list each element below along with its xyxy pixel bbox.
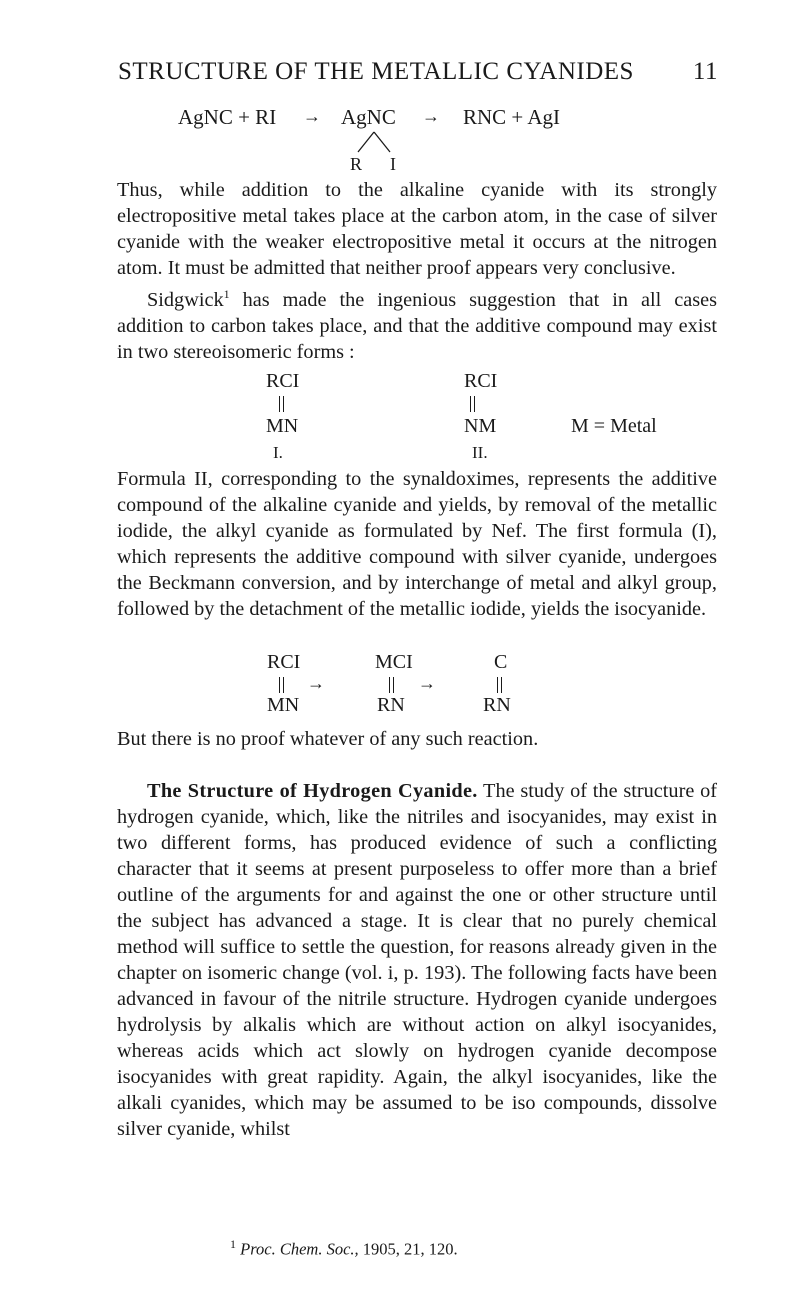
scheme1-arrow-1: → [303, 106, 321, 126]
scheme2-c-top: C [494, 651, 508, 673]
footnote-reference: 1905, 21, 120. [358, 1239, 458, 1259]
text-block-2 [117, 466, 717, 622]
footnote [230, 1237, 458, 1260]
form2-bottom: NM [464, 415, 497, 437]
paragraph-3: Formula II, corresponding to the synaldoximes, represents the additive compound of the alkaline cyanide and yields, by removal of the metallic iodide, the alkyl cyanide as formulated by Nef. The first formula (I), which represents the additive compound with silver cyanide, undergoes the Beckmann conversion, and by interchange of metal and alkyl group, followed by the detachment of the metallic iodide, yields the isocyanide. [117, 468, 717, 620]
scheme2-a-bottom: MN [267, 694, 300, 716]
form1-label: I. [273, 443, 283, 462]
paragraph-2-text: has made the ingenious suggestion that in all cases addition to carbon takes place, and that the additive compound may exist in two stereoisomeric forms : [117, 288, 717, 363]
scheme2-arrow-1: → [307, 673, 325, 693]
scheme1-reactant: AgNC + RI [178, 105, 277, 129]
text-block-3 [117, 726, 717, 752]
scheme1-product: RNC + AgI [463, 105, 561, 129]
scheme1-branch-lines [348, 130, 400, 156]
scheme1-sub-right: I [390, 154, 396, 174]
page-number: 11 [692, 58, 718, 85]
metal-legend: M = Metal [571, 415, 657, 437]
scheme2-b-bottom: RN [377, 694, 405, 716]
scheme2-b-top: MCI [375, 651, 413, 673]
paragraph-5 [117, 778, 717, 1142]
scheme2-a-double-bond [279, 677, 284, 693]
form2-top: RCI [464, 370, 498, 392]
footnote-number: 1 [230, 1237, 236, 1251]
scheme2-c-double-bond [497, 677, 502, 693]
text-block-4 [117, 778, 717, 1142]
author-name: Sidgwick [147, 288, 224, 311]
paragraph-5-text: The study of the structure of hydrogen cyanide, which, like the nitriles and isocyanides, may exist in two different forms, has produced evidence of such a conflicting character that it seems at present purposeless to offer more than a brief outline of the arguments for and against the one or other structure until the subject has advanced a stage. It is clear that no purely chemical method will suffice to settle the question, for reasons already given in the chapter on isomeric change (vol. i, p. 193). The following facts have been advanced in favour of the nitrile structure. Hydrogen cyanide undergoes hydrolysis by alkalis which are without action on alkyl isocyanides, whereas acids which act slowly on hydrogen cyanide decompose isocyanides with great rapidity. Again, the alkyl isocyanides, like the alkali cyanides, which may be assumed to be iso compounds, dissolve silver cyanide, whilst [117, 780, 718, 1140]
scheme1-intermediate: AgNC [341, 105, 396, 129]
footnote-marker: 1 [223, 287, 230, 301]
form2-label: II. [472, 443, 488, 462]
paragraph-2 [117, 281, 717, 365]
scheme1-arrow-2: → [422, 106, 440, 126]
paragraph-1: Thus, while addition to the alkaline cyanide with its strongly electropositive metal takes place at the carbon atom, in the case of silver cyanide with the weaker electropositive metal it occurs at the nitrogen atom. It must be admitted that neither proof appears very conclusive. [117, 179, 717, 279]
header-title: STRUCTURE OF THE METALLIC CYANIDES [118, 58, 634, 85]
paragraph-4: But there is no proof whatever of any such reaction. [117, 728, 539, 750]
text-block-1 [117, 177, 717, 365]
scheme1-sub-left: R [350, 154, 363, 174]
scheme2-a-top: RCI [267, 651, 301, 673]
form1-bottom: MN [266, 415, 299, 437]
footnote-journal: Proc. Chem. Soc., [240, 1239, 359, 1259]
form1-top: RCI [266, 370, 300, 392]
scheme2-arrow-2: → [418, 673, 436, 693]
form1-double-bond [279, 396, 284, 412]
form2-double-bond [470, 396, 475, 412]
section-heading: The Structure of Hydrogen Cyanide. [147, 780, 478, 802]
scheme2-b-double-bond [389, 677, 394, 693]
scheme2-c-bottom: RN [483, 694, 511, 716]
